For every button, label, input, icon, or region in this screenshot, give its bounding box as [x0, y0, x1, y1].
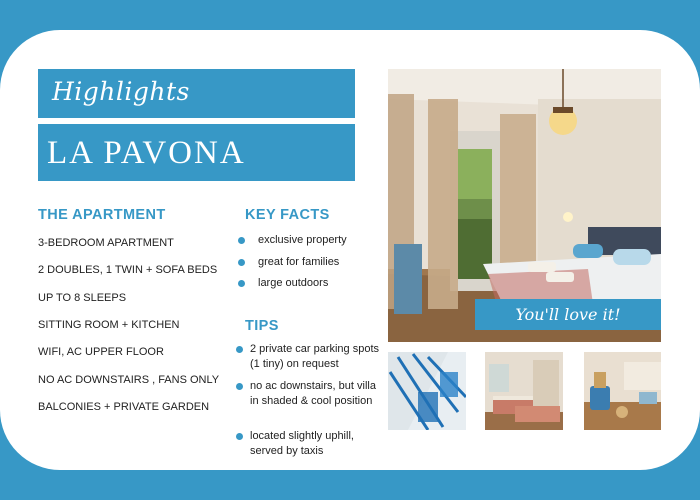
- title-banner: [38, 124, 355, 181]
- tip-item: [236, 429, 386, 459]
- key-fact-text: large outdoors: [258, 277, 329, 289]
- property-title: LA PAVONA: [47, 135, 246, 171]
- tip-text: no ac downstairs, but villa in shaded & cool position: [250, 380, 376, 407]
- bullet-icon: [238, 259, 245, 266]
- highlights-label: Highlights: [52, 77, 190, 106]
- bullet-icon: [236, 433, 243, 440]
- blue-chairs-photo: [388, 352, 466, 430]
- bullet-icon: [236, 383, 243, 390]
- key-facts-heading: KEY FACTS: [245, 207, 330, 223]
- key-fact-text: great for families: [258, 256, 340, 268]
- twin-bedroom-photo: [485, 352, 563, 430]
- tip-text: located slightly uphill, served by taxis: [250, 430, 354, 457]
- apartment-item: SITTING ROOM + KITCHEN: [38, 319, 180, 331]
- kitchen-photo: [584, 352, 661, 430]
- tip-item: [236, 342, 386, 372]
- apartment-item: WIFI, AC UPPER FLOOR: [38, 346, 164, 358]
- apartment-item: NO AC DOWNSTAIRS , FANS ONLY: [38, 374, 220, 386]
- key-fact-item: [238, 256, 339, 268]
- caption-banner: You'll love it!: [475, 299, 661, 330]
- key-fact-item: [238, 277, 328, 289]
- apartment-item: 2 DOUBLES, 1 TWIN + SOFA BEDS: [38, 264, 218, 276]
- apartment-item: 3-BEDROOM APARTMENT: [38, 237, 174, 249]
- bullet-icon: [238, 237, 245, 244]
- apartment-item: BALCONIES + PRIVATE GARDEN: [38, 401, 210, 413]
- apartment-item: UP TO 8 SLEEPS: [38, 292, 127, 304]
- tip-item: [236, 379, 386, 409]
- bullet-icon: [238, 280, 245, 287]
- highlights-banner: [38, 69, 355, 118]
- key-fact-text: exclusive property: [258, 234, 347, 246]
- tips-heading: TIPS: [245, 318, 279, 334]
- tip-text: 2 private car parking spots (1 tiny) on request: [250, 343, 380, 370]
- apartment-heading: THE APARTMENT: [38, 207, 166, 223]
- key-fact-item: [238, 234, 347, 246]
- bullet-icon: [236, 346, 243, 353]
